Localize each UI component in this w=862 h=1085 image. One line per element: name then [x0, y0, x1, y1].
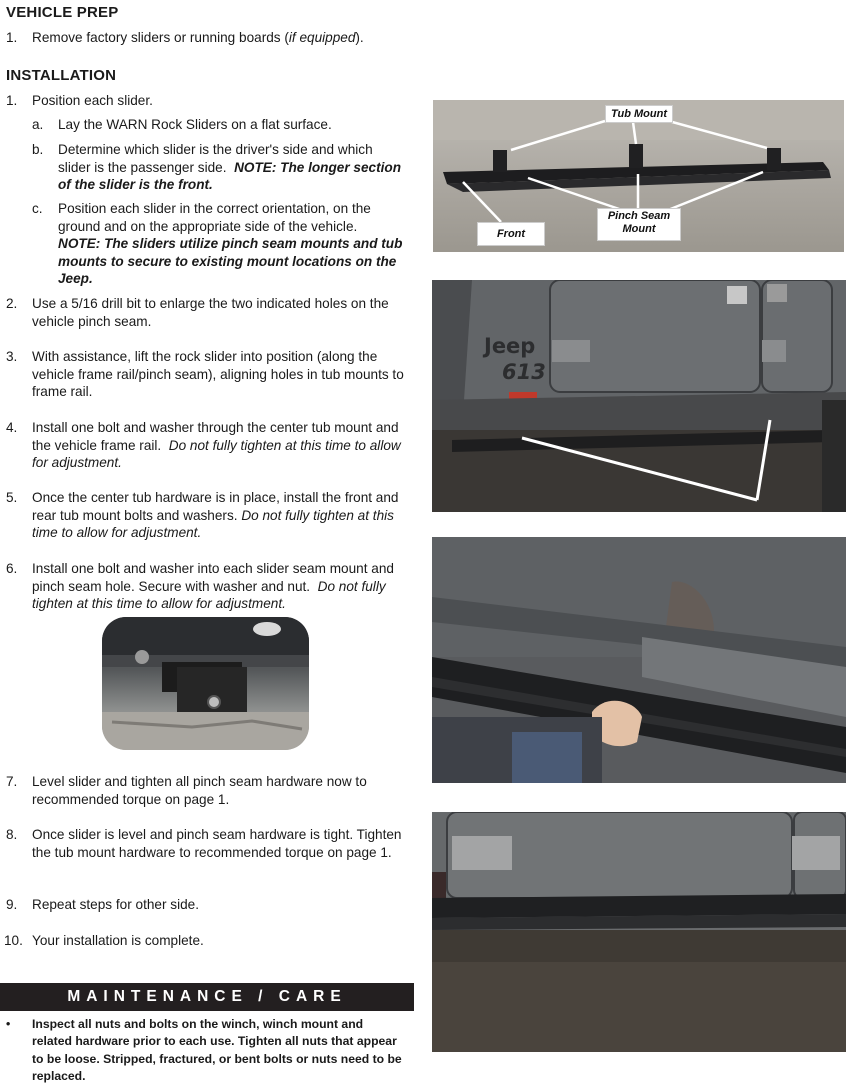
substep-letter: b.	[32, 142, 44, 157]
maintenance-text: Inspect all nuts and bolts on the winch, winch mount and related hardware prior to each use. Tighten all nuts that appear to be loose. Stripped, fractured, or bent bolts or nuts need to be replaced.	[32, 1017, 402, 1083]
step-number: 1.	[6, 30, 18, 45]
lift-slider-graphic	[432, 537, 846, 783]
substep-b-text: Determine which slider is the driver's side and which slider is the passenger side. NOTE: The longer section of the slider is the front.	[58, 142, 401, 192]
callout-pinch-seam: Pinch Seam Mount	[597, 208, 681, 241]
step-number: 8.	[6, 827, 18, 842]
substep-a-text: Lay the WARN Rock Sliders on a flat surface.	[58, 117, 332, 132]
step-number: 2.	[6, 296, 18, 311]
step-1-text: Position each slider.	[32, 93, 153, 108]
slider-on-floor-photo	[433, 100, 844, 252]
step-number: 5.	[6, 490, 18, 505]
step-number: 10.	[4, 933, 23, 948]
step-number: 7.	[6, 774, 18, 789]
step-9-text: Repeat steps for other side.	[32, 897, 199, 912]
step-10-text: Your installation is complete.	[32, 933, 204, 948]
jeep-badge: Jeep	[484, 334, 536, 358]
step-2-text: Use a 5/16 drill bit to enlarge the two indicated holes on the vehicle pinch seam.	[32, 296, 389, 329]
step-3-text: With assistance, lift the rock slider into position (along the vehicle frame rail/pinch seam), aligning holes in tub mounts to frame rail.	[32, 349, 404, 399]
substep-c-text: Position each slider in the correct orientation, on the ground and on the appropriate side of the vehicle. NOTE: The sliders utilize pinch seam mounts and tub mounts to secure to existing mount locations on the Jeep.	[58, 201, 403, 286]
step-4-text: Install one bolt and washer through the center tub mount and the vehicle frame rail. Do not fully tighten at this time to allow for adjustment.	[32, 420, 401, 470]
jeep-number-badge: 613	[502, 360, 546, 384]
installed-slider-graphic	[432, 812, 846, 1052]
tub-mount-closeup-photo	[102, 617, 309, 750]
substep-letter: c.	[32, 201, 43, 216]
maintenance-heading-bar: MAINTENANCE / CARE	[0, 983, 414, 1011]
installed-slider-photo	[432, 812, 846, 1052]
step-8-text: Once slider is level and pinch seam hardware is tight. Tighten the tub mount hardware to recommended torque on page 1.	[32, 827, 402, 860]
vehicle-prep-heading: VEHICLE PREP	[6, 4, 119, 21]
installation-heading: INSTALLATION	[6, 67, 117, 84]
step-7-text: Level slider and tighten all pinch seam hardware now to recommended torque on page 1.	[32, 774, 367, 807]
step-number: 3.	[6, 349, 18, 364]
vehicle-prep-step-1: Remove factory sliders or running boards (if equipped).	[32, 30, 364, 45]
step-number: 4.	[6, 420, 18, 435]
step-number: 9.	[6, 897, 18, 912]
step-number: 6.	[6, 561, 18, 576]
bullet-icon: •	[6, 1017, 11, 1031]
jeep-side-photo	[432, 280, 846, 512]
callout-tub-mount: Tub Mount	[605, 105, 673, 123]
tub-mount-closeup-graphic	[102, 617, 309, 750]
step-6-text: Install one bolt and washer into each slider seam mount and pinch seam hole. Secure with washer and nut. Do not fully tighten at this time to allow for adjustment.	[32, 561, 394, 611]
jeep-side-graphic	[432, 280, 846, 512]
lift-slider-photo	[432, 537, 846, 783]
step-number: 1.	[6, 93, 18, 108]
callout-front: Front	[477, 222, 545, 246]
substep-letter: a.	[32, 117, 44, 132]
step-5-text: Once the center tub hardware is in place, install the front and rear tub mount bolts and washers. Do not fully tighten at this time to allow for adjustment.	[32, 490, 399, 540]
